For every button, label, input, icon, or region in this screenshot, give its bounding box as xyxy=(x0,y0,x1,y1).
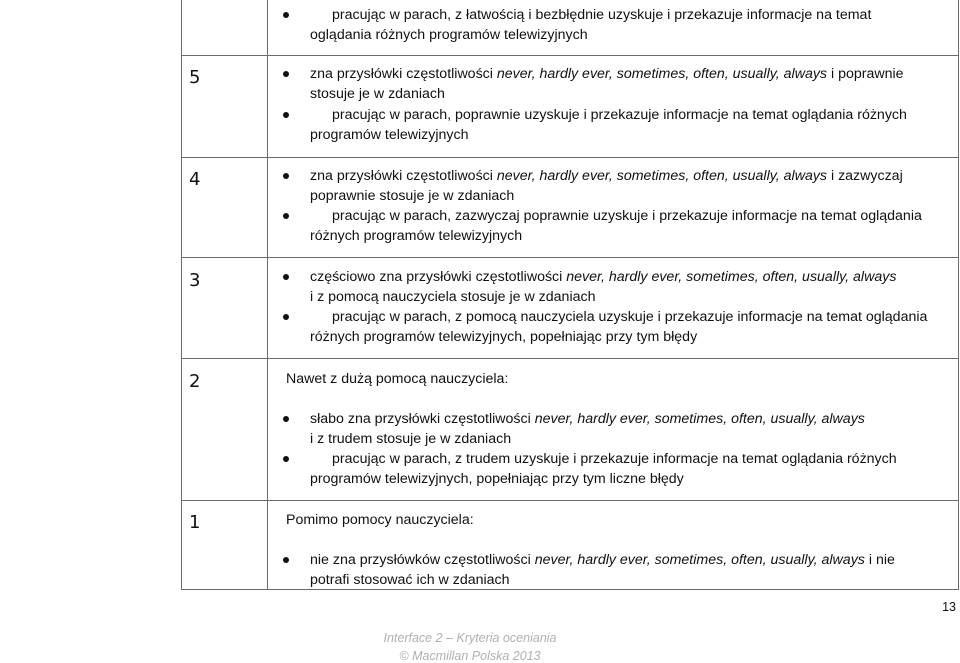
bullet xyxy=(283,456,289,462)
grade-2: 2 xyxy=(189,371,201,392)
criterion-text: poprawnie stosuje je w zdaniach xyxy=(310,188,515,204)
footer-title: Interface 2 – Kryteria oceniania xyxy=(383,631,557,645)
bullet xyxy=(283,12,289,18)
row-separator xyxy=(181,358,959,359)
criterion-text: oglądania różnych programów telewizyjnych xyxy=(310,27,588,43)
bullet xyxy=(283,173,289,179)
criterion-text: potrafi stosować ich w zdaniach xyxy=(310,572,510,588)
page-number: 13 xyxy=(942,600,956,614)
criterion-text: pracując w parach, z pomocą nauczyciela uzyskuje i przekazuje informacje na temat oglądania xyxy=(332,309,928,325)
criterion-text: programów telewizyjnych, popełniając przy tym liczne błędy xyxy=(310,471,684,487)
grade-intro: Nawet z dużą pomocą nauczyciela: xyxy=(286,371,509,387)
criterion-text: słabo zna przysłówki częstotliwości never, hardly ever, sometimes, often, usually, always xyxy=(310,411,865,427)
criterion-text: różnych programów telewizyjnych xyxy=(310,228,523,244)
criterion-text: zna przysłówki częstotliwości never, hardly ever, sometimes, often, usually, always i zazwyczaj xyxy=(310,168,903,184)
bullet xyxy=(283,274,289,280)
criterion-text: nie zna przysłówków częstotliwości never, hardly ever, sometimes, often, usually, always i nie xyxy=(310,552,895,568)
criterion-text: programów telewizyjnych xyxy=(310,127,469,143)
criterion-text: częściowo zna przysłówki częstotliwości never, hardly ever, sometimes, often, usually, always xyxy=(310,269,897,285)
bullet xyxy=(283,112,289,118)
row-separator xyxy=(181,257,959,258)
criterion-text: i z trudem stosuje je w zdaniach xyxy=(310,431,512,447)
bullet xyxy=(283,557,289,563)
row-separator xyxy=(181,500,959,501)
criterion-text: pracując w parach, poprawnie uzyskuje i przekazuje informacje na temat oglądania różnych xyxy=(332,107,907,123)
criterion-text: pracując w parach, z trudem uzyskuje i przekazuje informacje na temat oglądania różnych xyxy=(332,451,897,467)
column-divider xyxy=(267,0,268,590)
criterion-text: i z pomocą nauczyciela stosuje je w zdaniach xyxy=(310,289,596,305)
grade-5: 5 xyxy=(189,67,201,88)
row-separator xyxy=(181,157,959,158)
criterion-text: pracując w parach, z łatwością i bezbłędnie uzyskuje i przekazuje informacje na temat xyxy=(332,7,872,23)
criterion-text: stosuje je w zdaniach xyxy=(310,86,445,102)
grade-intro: Pomimo pomocy nauczyciela: xyxy=(286,512,474,528)
footer-copyright: © Macmillan Polska 2013 xyxy=(399,649,541,663)
grade-4: 4 xyxy=(189,169,201,190)
criterion-text: pracując w parach, zazwyczaj poprawnie uzyskuje i przekazuje informacje na temat oglądania xyxy=(332,208,922,224)
row-separator xyxy=(181,55,959,56)
bullet xyxy=(283,71,289,77)
bullet xyxy=(283,416,289,422)
criterion-text: zna przysłówki częstotliwości never, hardly ever, sometimes, often, usually, always i poprawnie xyxy=(310,66,904,82)
grade-3: 3 xyxy=(189,270,201,291)
bullet xyxy=(283,314,289,320)
grade-1: 1 xyxy=(189,512,201,533)
criterion-text: różnych programów telewizyjnych, popełniając przy tym błędy xyxy=(310,329,698,345)
bullet xyxy=(283,213,289,219)
